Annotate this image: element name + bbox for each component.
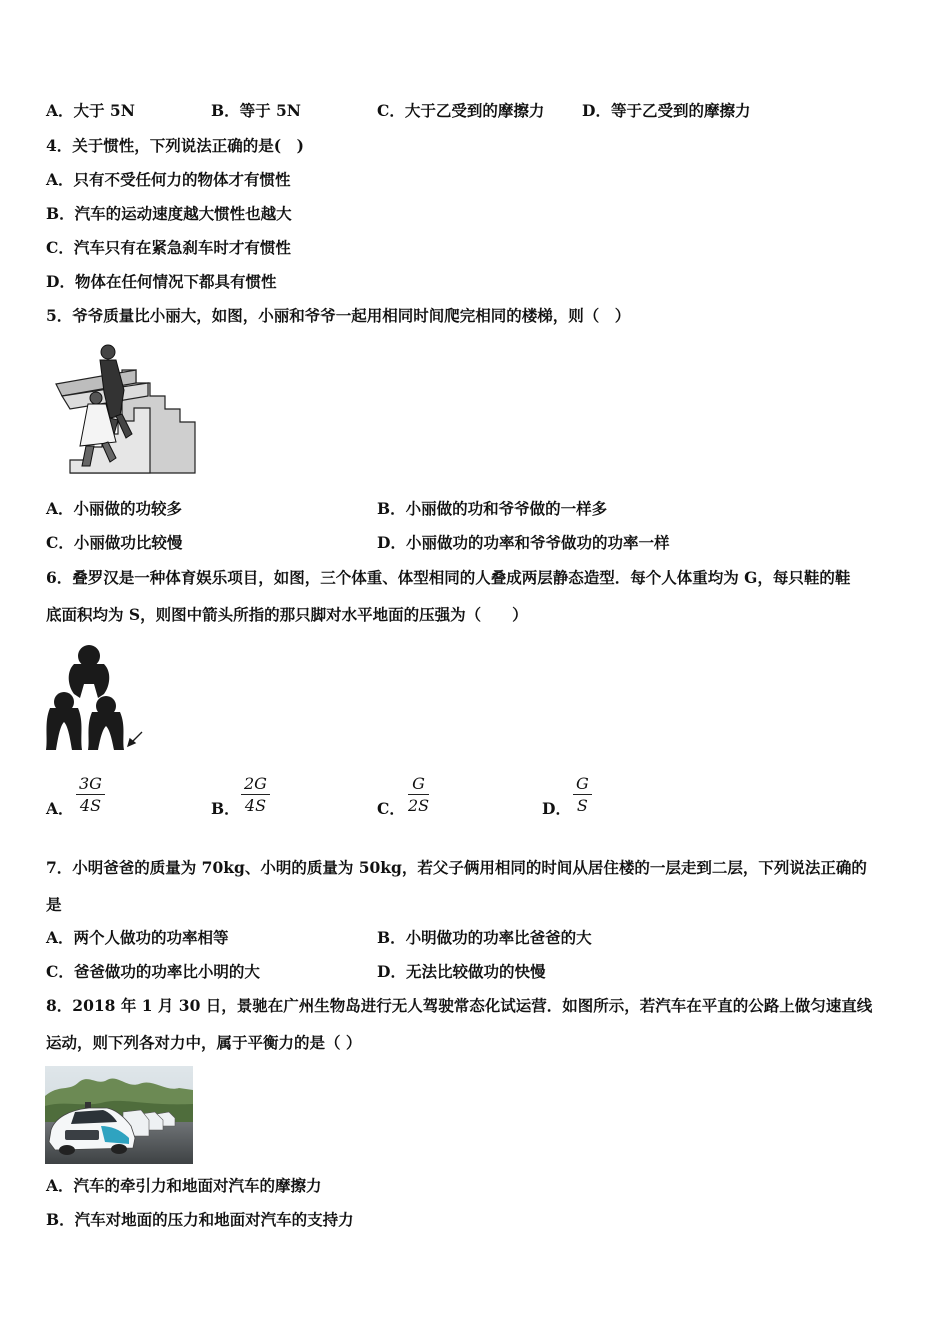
q8-option-b: B．汽车对地面的压力和地面对汽车的支持力: [46, 1210, 354, 1229]
q3-option-d: D．等于乙受到的摩擦力: [582, 101, 751, 120]
q8-stem-line1: 8．2018 年 1 月 30 日，景驰在广州生物岛进行无人驾驶常态化试运营．如图所示，若汽车在平直的公路上做匀速直线: [46, 996, 873, 1015]
q6-option-b-label: B．: [211, 799, 240, 818]
q4-option-a: A．只有不受任何力的物体才有惯性: [46, 170, 291, 189]
q6-stem-line2: 底面积均为 S，则图中箭头所指的那只脚对水平地面的压强为（ ）: [46, 605, 528, 624]
q4-option-d: D．物体在任何情况下都具有惯性: [46, 272, 277, 291]
q6-option-a-denominator: 4S: [79, 796, 102, 815]
q6-stem-line1: 6．叠罗汉是一种体育娱乐项目，如图，三个体重、体型相同的人叠成两层静态造型．每个人体重均为 G，每只鞋的鞋: [46, 568, 851, 587]
q6-option-c-label: C．: [377, 799, 405, 818]
q5-option-b: B．小丽做的功和爷爷做的一样多: [377, 499, 608, 518]
q6-option-d-fraction: [573, 774, 592, 817]
q7-stem-line1: 7．小明爸爸的质量为 70kg、小明的质量为 50kg，若父子俩用相同的时间从居住楼的一层走到二层，下列说法正确的: [46, 858, 867, 877]
q7-option-a: A．两个人做功的功率相等: [46, 928, 229, 947]
q4-option-b: B．汽车的运动速度越大惯性也越大: [46, 204, 292, 223]
q6-option-d-label: D．: [542, 799, 571, 818]
q8-stem-line2: 运动，则下列各对力中，属于平衡力的是（ ）: [46, 1033, 362, 1052]
q3-option-a: A．大于 5N: [46, 101, 135, 120]
q6-option-a-numerator: 3G: [76, 774, 105, 795]
driverless-car-photo: [45, 1066, 193, 1164]
q6-option-b-denominator: 4S: [244, 796, 267, 815]
q7-stem-line2: 是: [46, 895, 62, 914]
q4-option-c: C．汽车只有在紧急刹车时才有惯性: [46, 238, 291, 257]
q6-option-c-fraction: [408, 774, 429, 817]
q6-option-a-label: A．: [46, 799, 74, 818]
q5-option-d: D．小丽做功的功率和爷爷做功的功率一样: [377, 533, 670, 552]
q7-option-c: C．爸爸做功的功率比小明的大: [46, 962, 260, 981]
q7-option-b: B．小明做功的功率比爸爸的大: [377, 928, 592, 947]
q6-option-d-numerator: G: [573, 774, 592, 795]
q6-option-d-denominator: S: [576, 796, 588, 815]
q6-option-a-fraction: [76, 774, 105, 817]
q5-stem: 5．爷爷质量比小丽大，如图，小丽和爷爷一起用相同时间爬完相同的楼梯，则（ ）: [46, 306, 631, 325]
q6-option-c-denominator: 2S: [408, 796, 430, 815]
q3-option-c: C．大于乙受到的摩擦力: [377, 101, 545, 120]
q5-option-a: A．小丽做的功较多: [46, 499, 183, 518]
q3-option-b: B．等于 5N: [211, 101, 301, 120]
q6-option-b-fraction: [241, 774, 270, 817]
q8-option-a: A．汽车的牵引力和地面对汽车的摩擦力: [46, 1176, 322, 1195]
q6-option-b-numerator: 2G: [241, 774, 270, 795]
q5-option-c: C．小丽做功比较慢: [46, 533, 183, 552]
q7-option-d: D．无法比较做功的快慢: [377, 962, 546, 981]
q4-stem: 4．关于惯性，下列说法正确的是( ): [46, 136, 304, 155]
stairs-climbing-figure: [52, 342, 197, 475]
human-pyramid-figure: [44, 642, 144, 754]
q6-option-c-numerator: G: [408, 774, 429, 795]
